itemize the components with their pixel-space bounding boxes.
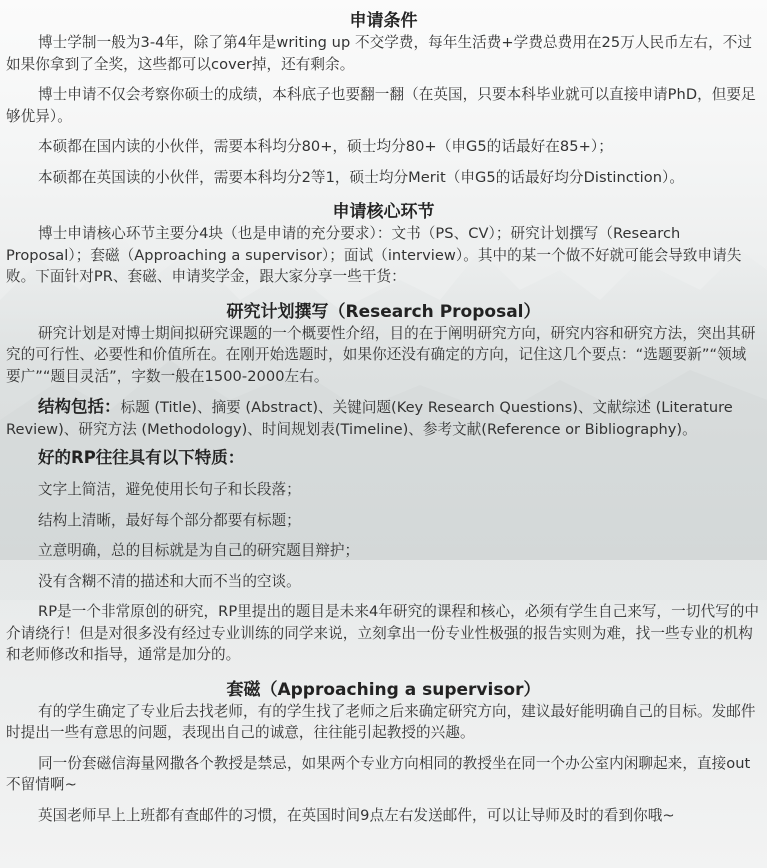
list-item: 文字上简洁，避免使用长句子和长段落； [38,481,301,498]
list-item: 结构上清晰，最好每个部分都要有标题； [38,511,301,529]
paragraph-uk-grades: 本硕都在英国读的小伙伴，需要本科均分2等1，硕士均分Merit（申G5的话最好均分Distinction）。 [38,168,685,186]
heading-application-requirements: 申请条件 [349,11,418,31]
paragraph-grades: 博士申请不仅会考察你硕士的成绩，本科底子也要翻一翻（在英国，只要本科毕业就可以直接申请PhD，但要足够优异）。 [6,86,756,125]
structure-label: 结构包括： [38,397,121,416]
heading-core-steps: 申请核心环节 [332,202,435,222]
paragraph-supervisor-taboo: 同一份套磁信海量网撒各个教授是禁忌，如果两个专业方向相同的教授坐在同一个办公室内闲聊起来，直接out不留情啊~ [6,754,751,793]
paragraph-research-proposal: 研究计划是对博士期间拟研究课题的一个概要性介绍，目的在于阐明研究方向，研究内容和研究方法，突出其研究的可行性、必要性和价值所在。在刚开始选题时，如果你还没有确定的方向，记住这几个要点：“选题要新”“领域要广”“题目灵活”，字数一般在1500-2000左右。 [6,324,756,385]
paragraph-rp-originality: RP是一个非常原创的研究，RP里提出的题目是未来4年研究的课程和核心，必须有学生自己来写，一切代写的中介请绕行！但是对很多没有经过专业训练的同学来说，立刻拿出一份专业性极强的报告实则为难，找一些专业的机构和老师修改和指导，通常是加分的。 [6,603,760,663]
paragraph-supervisor-timing: 英国老师早上上班都有查邮件的习惯，在英国时间9点左右发送邮件，可以让导师及时的看到你哦~ [38,806,675,824]
paragraph-domestic-grades: 本硕都在国内读的小伙伴，需要本科均分80+，硕士均分80+（申G5的话最好在85+）； [38,138,613,155]
paragraph-core-steps: 博士申请核心环节主要分4块（也是申请的充分要求）：文书（PS、CV）；研究计划撰写（Research Proposal）；套磁（Approaching a supervisor）；面试（interview）。其中的某一个做不好就可能会导致申请失败。下面针对PR、套磁、申请奖学金，跟大家分享一些干货： [6,225,742,285]
heading-research-proposal: 研究计划撰写（Research Proposal） [226,301,541,322]
heading-approaching-supervisor: 套磁（Approaching a supervisor） [226,679,541,700]
heading-rp-qualities: 好的RP往往具有以下特质： [38,448,245,467]
list-item: 立意明确，总的目标就是为自己的研究题目辩护； [38,542,360,559]
paragraph-supervisor-goal: 有的学生确定了专业后去找老师，有的学生找了老师之后来确定研究方向，建议最好能明确自己的目标。发邮件时提出一些有意思的问题，表现出自己的诚意，往往能引起教授的兴趣。 [6,702,756,741]
paragraph-structure [6,396,761,440]
structure-text: 标题 (Title)、摘要 (Abstract)、关键问题(Key Research Questions)、文献综述 (Literature Review)、研究方法 (Methodology)、时间规划表(Timeline)、参考文献(Reference or Bibliography)。 [6,399,733,438]
paragraph-tuition: 博士学制一般为3-4年，除了第4年是writing up 不交学费，每年生活费+学费总费用在25万人民币左右，不过如果你拿到了全奖，这些都可以cover掉，还有剩余。 [6,34,752,73]
list-item: 没有含糊不清的描述和大而不当的空谈。 [38,572,301,590]
